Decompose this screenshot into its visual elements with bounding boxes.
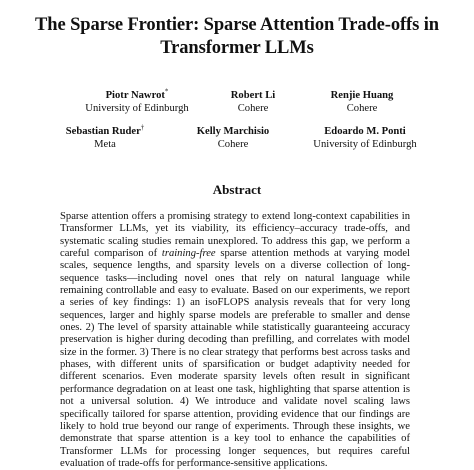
author-name: Robert Li	[230, 90, 276, 101]
author-name: Renjie Huang	[330, 90, 394, 101]
author-entry	[78, 87, 196, 115]
author-entry	[302, 90, 422, 115]
author-entry	[300, 126, 430, 151]
author-entry	[213, 90, 293, 115]
author-name: Kelly Marchisio	[196, 126, 270, 137]
author-affiliation: Meta	[94, 138, 116, 150]
author-block	[0, 87, 474, 180]
abstract-emphasis: training-free	[161, 248, 216, 260]
abstract-paragraph	[60, 211, 410, 470]
paper-title: The Sparse Frontier: Sparse Attention Trade-offs in Transformer LLMs	[35, 15, 439, 58]
author-affiliation: Cohere	[217, 138, 249, 150]
author-affiliation: University of Edinburgh	[85, 102, 189, 114]
author-affiliation: Cohere	[346, 102, 378, 114]
abstract-heading: Abstract	[212, 182, 262, 197]
author-name: Sebastian Ruder†	[65, 123, 145, 137]
author-affiliation: University of Edinburgh	[313, 138, 417, 150]
author-footnote-mark: *	[164, 87, 169, 96]
author-entry	[50, 123, 160, 151]
author-name: Piotr Nawrot*	[105, 87, 169, 101]
abstract-text: sparse attention methods at varying model scales, sequence lengths, and sparsity levels on a diverse collection of long-sequence tasks—including novel ones that rely on natural language while remaining controllable and easy to evaluate. Based on our experiments, we report a series of key findings: 1) an isoFLOPS analysis reveals that for very long sequences, larger and highly sparse models are preferable to smaller and dense ones. 2) The level of sparsity attainable while statistically guaranteeing accuracy preservation is higher during decoding than prefilling, and correlates with model size in the former. 3) There is no clear strategy that performs best across tasks and phases, with different units of sparsification or budget adaptivity needed for different scenarios. Even moderate sparsity levels often result in significant performance degradation on at least one task, highlighting that sparse attention is not a universal solution. 4) We introduce and validate novel scaling laws specifically tailored for sparse attention, providing evidence that our findings are likely to hold true beyond our range of experiments. Through these insights, we demonstrate that sparse attention is a key tool to enhance the capabilities of Transformer LLMs for processing longer sequences, but requires careful evaluation of trade-offs for performance-sensitive applications.	[60, 248, 410, 469]
abstract-text: Sparse attention offers a promising strategy to extend long-context capabilities in Transformer LLMs, yet its viability, its efficiency–accuracy trade-offs, and systematic scaling studies remain unexplored. To address this gap, we perform a careful comparison of	[60, 211, 410, 260]
author-footnote-mark: †	[140, 123, 145, 132]
author-affiliation: Cohere	[237, 102, 269, 114]
author-name: Edoardo M. Ponti	[324, 126, 406, 137]
abstract-body	[60, 211, 410, 470]
author-entry	[178, 126, 288, 151]
